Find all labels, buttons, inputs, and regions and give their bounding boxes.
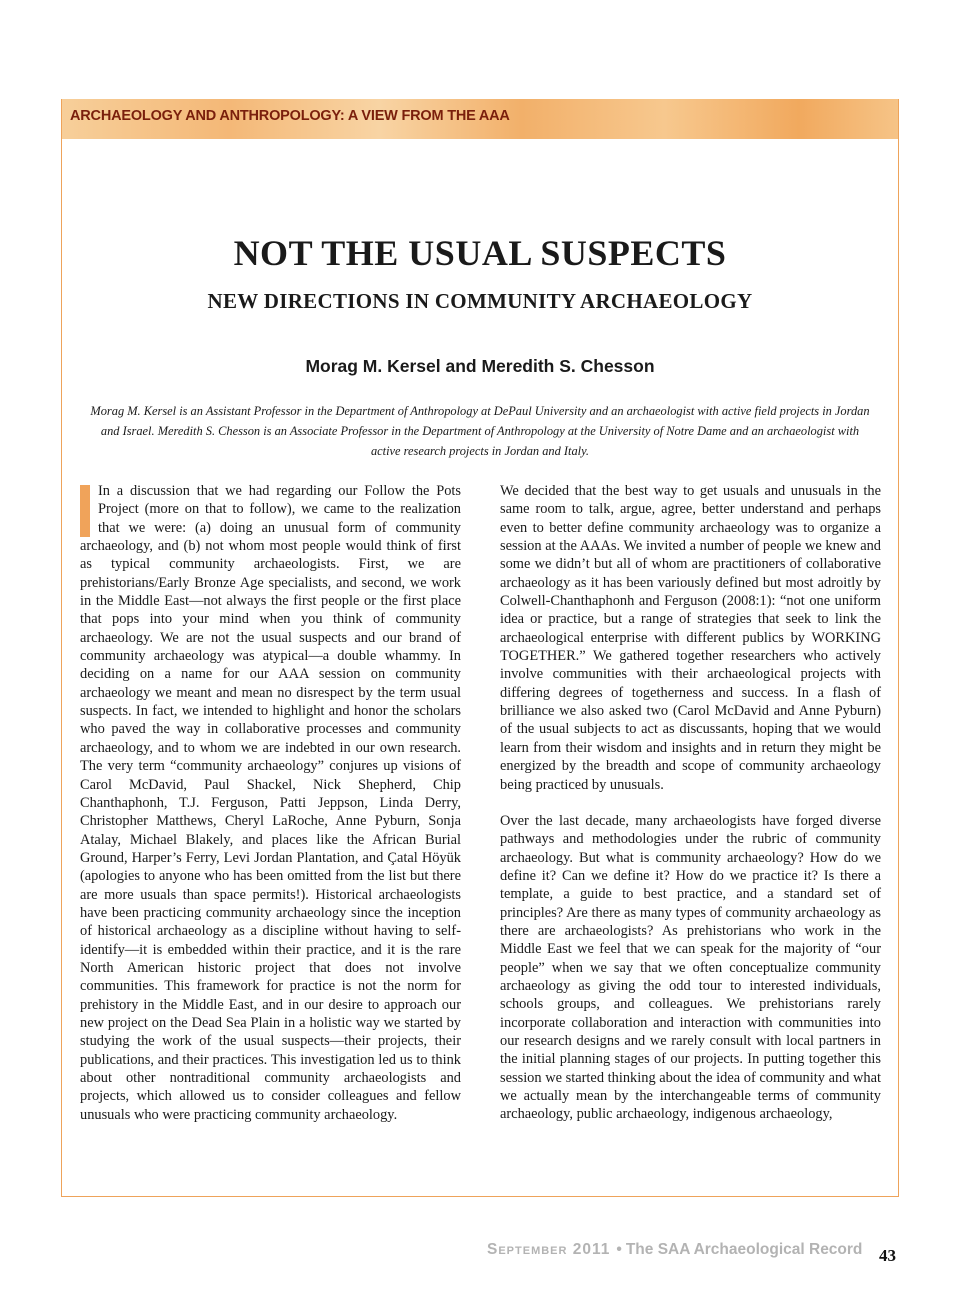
body-paragraph: Over the last decade, many archaeologists have forged diverse pathways and methodologies under the rubric of community archaeology. But what is community archaeology? How do we define it? Can we define it? How do we practice it? Is there a template, a guide to best practice, and a standard set of principles? Are there as many types of community archaeology as there are archaeologists? As prehistorians who work in the Middle East we feel that we can speak for the majority of “our people” when we say that we often conceptualize community archaeology as giving the odd tour to interested individuals, schools groups, and colleagues. We prehistorians rarely incorporate collaboration and interaction with communities into our research designs and we rarely consult with local partners in the initial planning stages of our projects. In putting together this session we started thinking about the idea of community and what we actually mean by the interchangeable terms of community archaeology, public archaeology, indigenous archaeology,	[500, 812, 881, 1123]
running-footer	[487, 1241, 862, 1259]
body-paragraph: In a discussion that we had regarding our Follow the Pots Project (more on that to follow), we came to the realization that we were: (a) doing an unusual form of community archaeology, and (b) not whom most people would think of first as typical community archaeologists. First, we are prehistorians/Early Bronze Age specialists, and second, we work in the Middle East—not always the first people or the first place that pops into your mind when you think of community archaeology. We are not the usual suspects and our brand of community archaeology was atypical—a double whammy. In deciding on a name for our AAA session on community archaeology we meant and mean no disrespect by the term usual suspects. In fact, we intended to highlight and honor the scholars who paved the way in collaborative processes and community archaeology, and to whom we are indebted in our own research. The very term “community archaeology” conjures up visions of Carol McDavid, Paul Shackel, Nick Shepherd, Chip Chanthaphonh, T.J. Ferguson, Patti Jeppson, Linda Derry, Christopher Matthews, Cheryl LaRoche, Anne Pyburn, Sonja Atalay, Michael Blakely, and places like the African Burial Ground, Harper’s Ferry, Levi Jordan Plantation, and Çatal Höyük (apologies to anyone who has been omitted from the list but there are more usuals than space permits!). Historical archaeologists have been practicing community archaeology since the inception of historical archaeology as a discipline without having to self-identify—it is embedded within their practice, and it is the rare North American historic project that does not involve communities. This framework for practice is not the norm for prehistory in the Middle East, and in our desire to approach our new project on the Dead Sea Plain in a holistic way we started by studying the work of the usual suspects—their projects, their publications, and their practices. This investigation led us to think about other nontraditional community archaeologists and projects, which allowed us to consider colleagues and fellow unusuals who were practicing community archaeology.	[80, 483, 461, 1123]
banner-label: ARCHAEOLOGY AND ANTHROPOLOGY: A VIEW FROM THE AAA	[70, 108, 510, 124]
article-subtitle: NEW DIRECTIONS IN COMMUNITY ARCHAEOLOGY	[207, 289, 753, 313]
body-paragraph: We decided that the best way to get usuals and unusuals in the same room to talk, argue, agree, better understand and perhaps even to better define community archaeology was to organize a session at the AAAs. We invited a number of people we knew and some we didn’t but all of whom are practitioners of collaborative archaeology as it has been variously defined but most adroitly by Colwell-Chanthaphonh and Ferguson (2008:1): “not one uniform idea or practice, but a range of strategies that seek to link the archaeological enterprise with different publics by WORKING TOGETHER.” We gathered together researchers who actively involve communities with their archaeological projects with differing degrees of togetherness and success. In a flash of brilliance we also asked two (Carol McDavid and Anne Pyburn) of the usual subjects to act as discussants, hoping that we would learn from their wisdom and insights and in return they might be energized by the breadth and scope of community archaeology being practiced by unusuals.	[500, 483, 881, 793]
author-bio: Morag M. Kersel is an Assistant Professor in the Department of Anthropology at DePaul University and an archaeologist with active field projects in Jordan and Israel. Meredith S. Chesson is an Associate Professor in the Department of Anthropology at the University of Notre Dame and an archaeologist with active research projects in Jordan and Italy.	[90, 404, 870, 458]
drop-cap-bar	[80, 485, 90, 537]
footer-bullet: •	[616, 1241, 622, 1258]
footer-month: September 2011	[487, 1241, 611, 1258]
page-number: 43	[879, 1246, 896, 1265]
footer-journal: The SAA Archaeological Record	[625, 1241, 863, 1258]
body-column-left	[80, 482, 461, 1124]
article-authors: Morag M. Kersel and Meredith S. Chesson	[305, 356, 655, 376]
article-title: NOT THE USUAL SUSPECTS	[233, 233, 727, 273]
body-column-right	[500, 482, 881, 1124]
